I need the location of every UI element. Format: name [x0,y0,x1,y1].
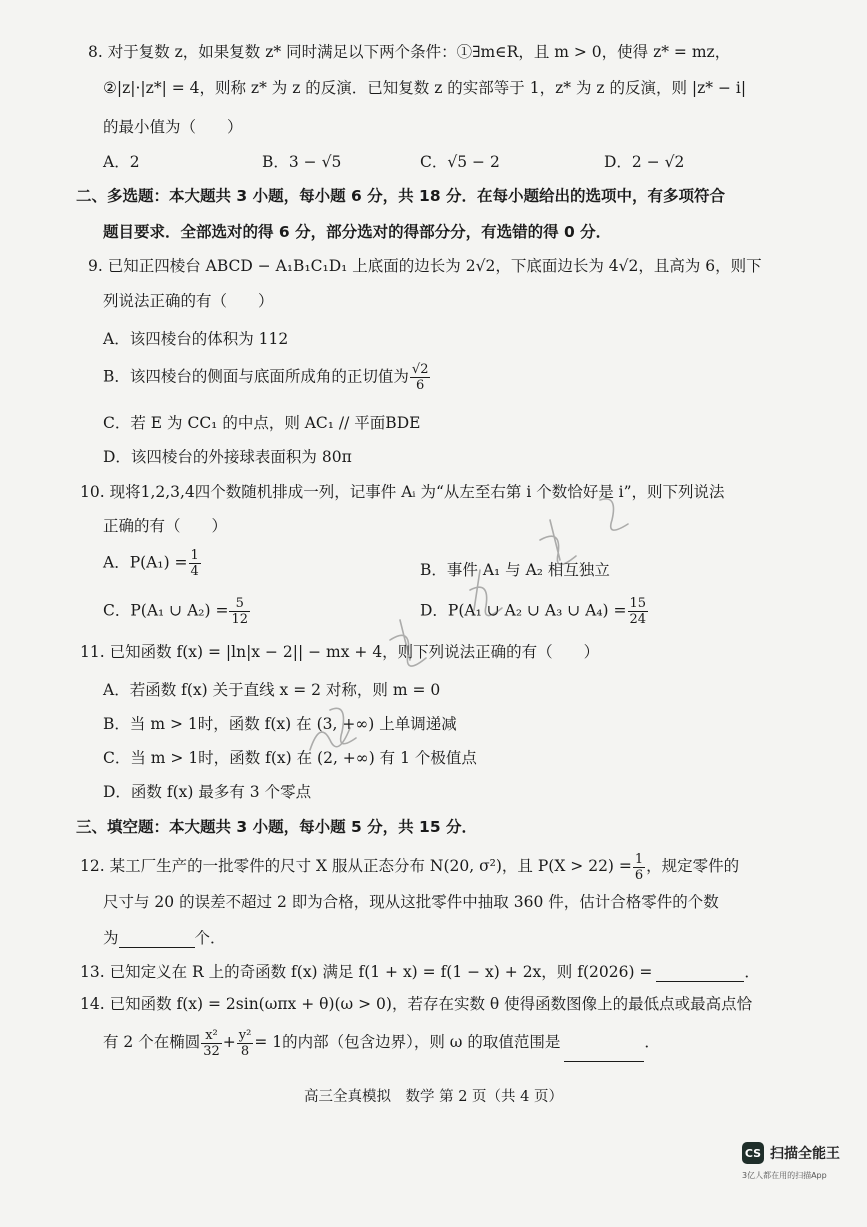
q9-line1: 9. 已知正四棱台 ABCD − A₁B₁C₁D₁ 上底面的边长为 2√2，下底面边长为 4√2，且高为 6，则下 [88,257,762,275]
section2-heading-line2: 题目要求．全部选对的得 6 分，部分选对的得部分分，有选错的得 0 分． [103,223,612,241]
q10-option-a-fraction [189,548,201,579]
q10-d-numerator: 15 [629,596,647,611]
q10-option-d-fraction [628,596,649,627]
q9-line2: 列说法正确的有（ ） [103,292,274,310]
scanner-badge-title: 扫描全能王 [770,1146,840,1162]
q14-plus: + [222,1033,236,1051]
q14-line1: 14. 已知函数 f(x) = 2sin(ωπx + θ)(ω > 0)，若存在实数 θ 使得函数图像上的最低点或最高点恰 [80,995,753,1013]
q12-line2: 尺寸与 20 的误差不超过 2 即为合格，现从这批零件中抽取 360 件，估计合格零件的个数 [103,893,719,911]
q13-tail: ． [744,963,760,981]
q12-fraction [633,852,645,883]
q14-x-denominator: 32 [203,1043,220,1059]
q11-line1: 11. 已知函数 f(x) = |ln|x − 2|| − mx + 4，则下列说法正确的有（ ） [80,643,600,661]
q9-option-d: D．该四棱台的外接球表面积为 80π [103,448,352,466]
q8-option-c: C．√5 − 2 [420,153,500,171]
q8-option-b: B．3 − √5 [262,153,342,171]
q10-c-denominator: 12 [231,612,249,627]
q14-ellipse-y-term [237,1028,254,1059]
q10-option-a [103,548,202,579]
q11-option-d: D．函数 f(x) 最多有 3 个零点 [103,783,312,801]
q14-line2-tail: = 1的内部（包含边界），则 ω 的取值范围是 [254,1033,561,1051]
q9-option-a: A．该四棱台的体积为 112 [103,330,289,348]
q14-answer-blank[interactable] [564,1046,644,1062]
q9-option-b-text: B．该四棱台的侧面与底面所成角的正切值为 [103,367,409,386]
q12-numerator: 1 [634,851,644,867]
q12-line1 [80,848,739,884]
q10-a-numerator: 1 [190,548,199,563]
q8-line2: ②|z|·|z*| = 4，则称 z* 为 z 的反演．已知复数 z 的实部等于 1，z* 为 z 的反演，则 |z* − i| [103,79,747,97]
q10-c-numerator: 5 [229,596,250,612]
q10-a-denominator: 4 [190,564,199,579]
q8-line1: 8. 对于复数 z，如果复数 z* 同时满足以下两个条件：①∃m∈R，且 m > 0，使得 z* = mz， [88,43,731,61]
q14-x-numerator: x² [201,1028,222,1044]
q11-option-b: B．当 m > 1时，函数 f(x) 在 (3, +∞) 上单调递减 [103,715,457,733]
q10-option-d-text: D．P(A₁ ∪ A₂ ∪ A₃ ∪ A₄) = [420,601,627,620]
q14-ellipse-x-term [201,1028,222,1059]
section2-heading-line1: 二、多选题：本大题共 3 小题，每小题 6 分，共 18 分．在每小题给出的选项中，有多项符合 [76,187,726,205]
page-footer: 高三全真模拟 数学 第 2 页（共 4 页） [304,1089,563,1105]
q14-y-numerator: y² [238,1027,252,1043]
q9-b-numerator: √2 [411,362,429,377]
q8-line3: 的最小值为（ ） [103,118,243,136]
q13-line1 [80,962,760,982]
q10-option-b: B．事件 A₁ 与 A₂ 相互独立 [420,561,610,579]
q9-option-c: C．若 E 为 CC₁ 的中点，则 AC₁ // 平面BDE [103,414,421,432]
q10-line1: 10. 现将1,2,3,4四个数随机排成一列，记事件 Aᵢ 为“从左至右第 i 个数恰好是 i”，则下列说法 [80,483,725,501]
q10-option-c [103,596,251,627]
q13-answer-blank[interactable] [656,966,744,982]
q14-line2-text: 有 2 个在椭圆 [103,1033,201,1051]
q14-line2 [103,1022,660,1062]
camscanner-icon: CS [742,1142,764,1164]
q12-line3-text: 为 [103,929,119,947]
q10-option-c-fraction [229,596,250,627]
section3-heading: 三、填空题：本大题共 3 小题，每小题 5 分，共 15 分． [76,818,478,836]
q10-line2: 正确的有（ ） [103,517,228,535]
q12-line3-tail: 个． [194,929,226,947]
q12-line3 [103,928,226,948]
q10-d-denominator: 24 [629,612,647,627]
q14-y-denominator: 8 [240,1043,250,1059]
q11-option-c: C．当 m > 1时，函数 f(x) 在 (2, +∞) 有 1 个极值点 [103,749,477,767]
q10-option-a-text: A．P(A₁) = [103,553,188,572]
q12-line1-text: 12. 某工厂生产的一批零件的尺寸 X 服从正态分布 N(20, σ²)，且 P(X > 22) = [80,857,632,875]
q12-line1-tail: ，规定零件的 [646,857,740,875]
q9-option-b-fraction [410,362,431,393]
q9-b-denominator: 6 [416,378,425,393]
q14-line2-end: ． [644,1033,660,1051]
scanner-badge [742,1142,840,1164]
q8-option-a: A．2 [103,153,140,171]
q12-denominator: 6 [634,867,644,883]
q13-text: 13. 已知定义在 R 上的奇函数 f(x) 满足 f(1 + x) = f(1 − x) + 2x，则 f(2026) = [80,963,653,981]
scanner-badge-subtitle: 3亿人都在用的扫描App [742,1171,827,1180]
q8-option-d: D．2 − √2 [604,153,685,171]
q10-option-d [420,596,649,627]
q9-option-b [103,362,431,393]
q10-option-c-text: C．P(A₁ ∪ A₂) = [103,601,229,620]
q12-answer-blank[interactable] [119,932,195,948]
q11-option-a: A．若函数 f(x) 关于直线 x = 2 对称，则 m = 0 [103,681,441,699]
